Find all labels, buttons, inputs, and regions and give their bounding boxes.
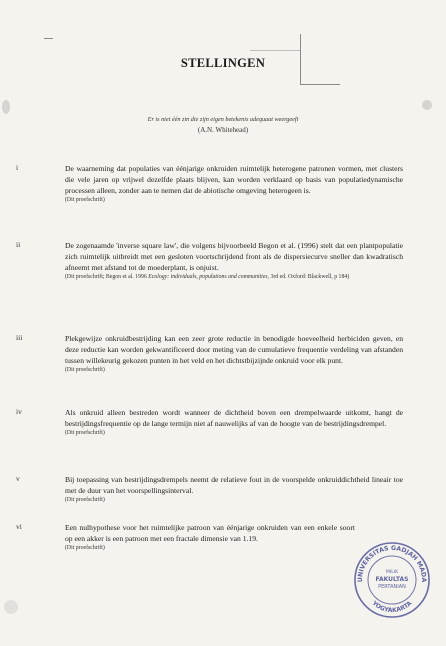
proposition-text: Een nulhypothese voor het ruimtelijke patroon van éénjarige onkruiden van een enkele soort op een akker is een patroon met een fractale dimensie van 1.19. xyxy=(65,523,355,543)
scan-mark xyxy=(250,50,300,51)
proposition-body xyxy=(65,407,403,438)
proposition-reference: (Dit proefschrift) xyxy=(65,430,105,436)
proposition-reference: (Dit proefschrift) xyxy=(65,367,105,373)
proposition-reference: (Dit proefschrift) xyxy=(65,545,105,551)
page-title: STELLINGEN xyxy=(180,56,266,70)
proposition-reference: (Dit proefschrift) xyxy=(65,497,105,503)
proposition-number: i xyxy=(16,163,19,172)
proposition-number: iv xyxy=(16,407,22,416)
proposition-body xyxy=(65,163,403,205)
reference-part: (Dit proefschrift; Begon et al. 1996 xyxy=(65,274,149,280)
proposition-text: Bij toepassing van bestrijdingsdrempels neemt de relatieve fout in de voorspelde onkruiddichtheid lineair toe met de duur van het voorspellingsinterval. xyxy=(65,475,403,495)
stamp-city-text xyxy=(370,599,414,614)
stamp-faculty: FAKULTAS xyxy=(375,576,409,583)
scan-smudge xyxy=(4,600,18,614)
motto-author: (A.N. Whitehead) xyxy=(197,126,249,134)
scan-mark xyxy=(300,84,340,85)
proposition-number: v xyxy=(16,474,20,483)
stamp-milik: MILIK xyxy=(385,570,399,575)
proposition-reference: (Dit proefschrift) xyxy=(65,197,105,203)
scan-smudge xyxy=(2,100,10,114)
reference-book-title: Ecology: individuals, populations and communities xyxy=(148,274,268,280)
stamp-university-path: UNIVERSITAS GADJAH MADA xyxy=(356,544,428,583)
scan-mark xyxy=(44,38,53,39)
proposition-body xyxy=(65,522,355,553)
proposition-number: ii xyxy=(16,240,21,249)
reference-part: , 3rd ed. Oxford: Blackwell, p 184) xyxy=(267,274,350,280)
proposition-number: iii xyxy=(16,333,23,342)
proposition-text: De waarneming dat populaties van éénjarige onkruiden ruimtelijk heterogene patronen vormen, met clusters die vele jaren op vrijwel dezelfde plaats blijven, kan worden verklaard op basis van populatiedynamische processen alleen, zonder aan te nemen dat de abiotische omgeving heterogeen is. xyxy=(65,164,403,195)
proposition-body xyxy=(65,474,403,505)
proposition-number: vi xyxy=(16,522,22,531)
scan-smudge xyxy=(422,100,432,110)
stamp-city-path: YOGYAKARTA xyxy=(370,599,414,615)
stamp-department: PERTANIAN xyxy=(378,584,406,590)
proposition-reference xyxy=(65,273,403,282)
proposition-body xyxy=(65,333,403,375)
proposition-body xyxy=(65,240,403,282)
proposition-text: De zogenaamde 'inverse square law', die volgens bijvoorbeeld Begon et al. (1996) stelt dat een plantpopulatie zich ruimtelijk uitbreidt met een gesloten voortschrijdend front als de dispersiecurve sneller dan kwadratisch afneemt met afstand tot de moederplant, is onjuist. xyxy=(65,241,403,272)
proposition-text: Als onkruid alleen bestreden wordt wanneer de dichtheid boven een drempelwaarde uitkomt, hangt de bestrijdingsfrequentie op de lange termijn niet af nauwelijks af van de hoogte van de bestrijdingsdrempel. xyxy=(65,408,403,428)
proposition-text: Plekgewijze onkruidbestrijding kan een zeer grote reductie in benodigde hoeveelheid herbiciden geven, en deze reductie kan worden gekwantificeerd door meting van de cumulatieve frequentie verdeling van afstanden tussen willekeurig gekozen punten in het veld en het dichtstbijzijnde onkruid voor elk punt. xyxy=(65,334,403,365)
university-stamp xyxy=(352,540,432,620)
motto-quote: Er is niet één zin die zijn eigen betekenis adequaat weergeeft xyxy=(147,116,299,123)
